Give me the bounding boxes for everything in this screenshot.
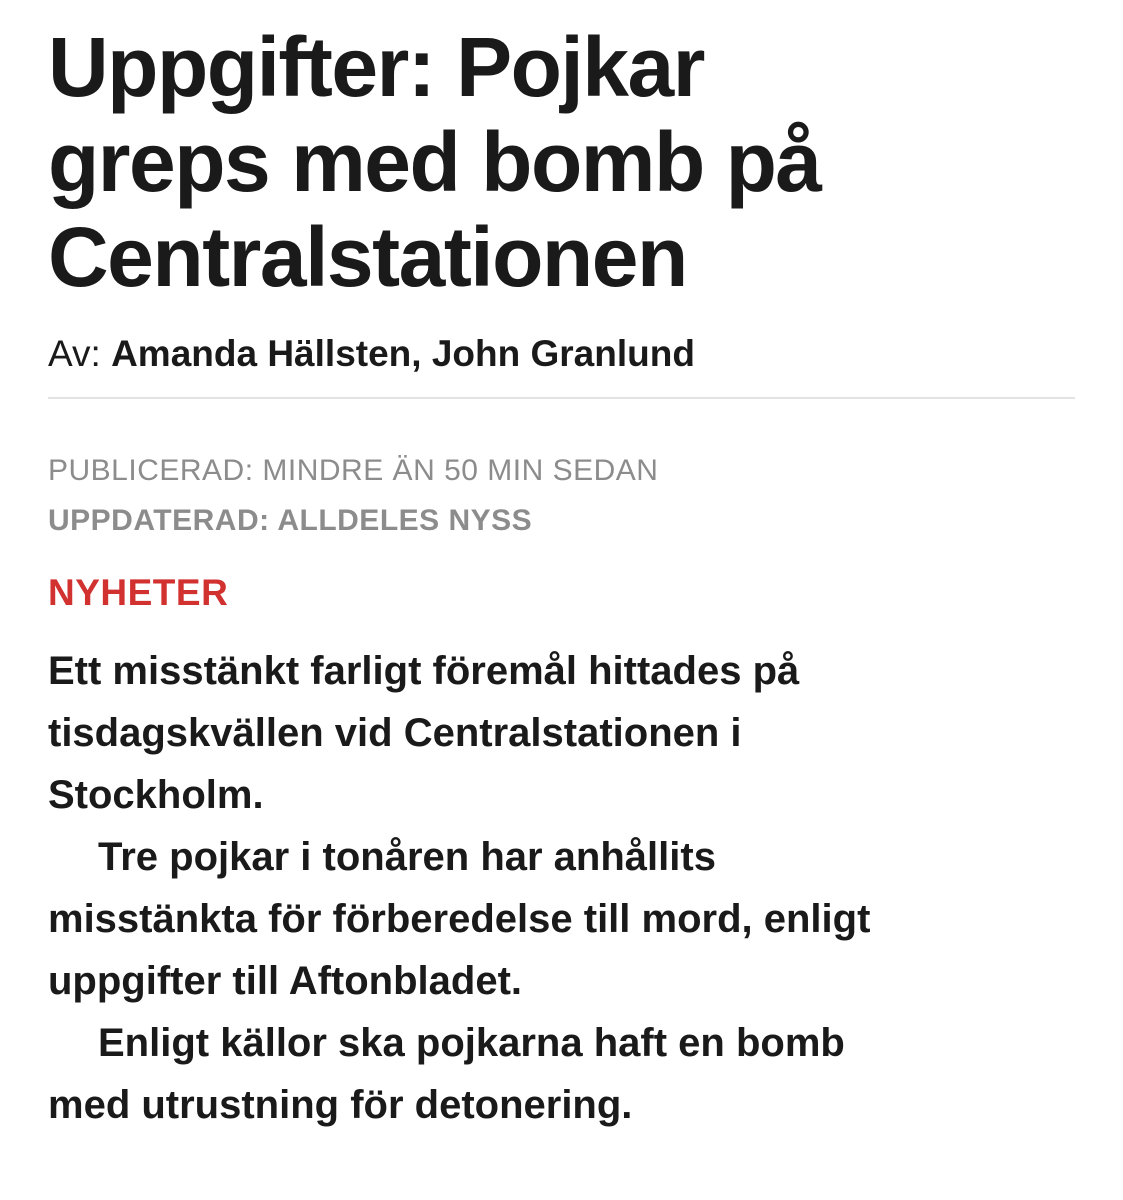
body-line: misstänkta för förberedelse till mord, enligt — [48, 897, 871, 941]
byline-prefix: Av: — [48, 333, 101, 374]
body-line: Tre pojkar i tonåren har anhållits — [98, 835, 716, 879]
timestamps — [48, 446, 1075, 546]
headline-line: greps med bomb på — [48, 115, 821, 209]
divider — [48, 397, 1075, 399]
byline-authors[interactable]: Amanda Hällsten, John Granlund — [111, 333, 695, 374]
updated-timestamp: UPPDATERAD: ALLDELES NYSS — [48, 504, 533, 537]
section-label[interactable]: NYHETER — [48, 572, 229, 613]
body-line: tisdagskvällen vid Centralstationen i — [48, 711, 742, 755]
body-line: Ett misstänkt farligt föremål hittades på — [48, 649, 800, 693]
headline-line: Centralstationen — [48, 210, 687, 304]
body-line: Enligt källor ska pojkarna haft en bomb — [98, 1021, 845, 1065]
body-line: Stockholm. — [48, 773, 264, 817]
headline-line: Uppgifter: Pojkar — [48, 20, 704, 114]
body-line: uppgifter till Aftonbladet. — [48, 959, 523, 1003]
byline — [48, 333, 1075, 375]
article — [0, 20, 1123, 1200]
published-timestamp: PUBLICERAD: MINDRE ÄN 50 MIN SEDAN — [48, 454, 659, 487]
body-line: med utrustning för detonering. — [48, 1083, 633, 1127]
headline — [48, 20, 1048, 305]
article-body — [48, 640, 1078, 1136]
